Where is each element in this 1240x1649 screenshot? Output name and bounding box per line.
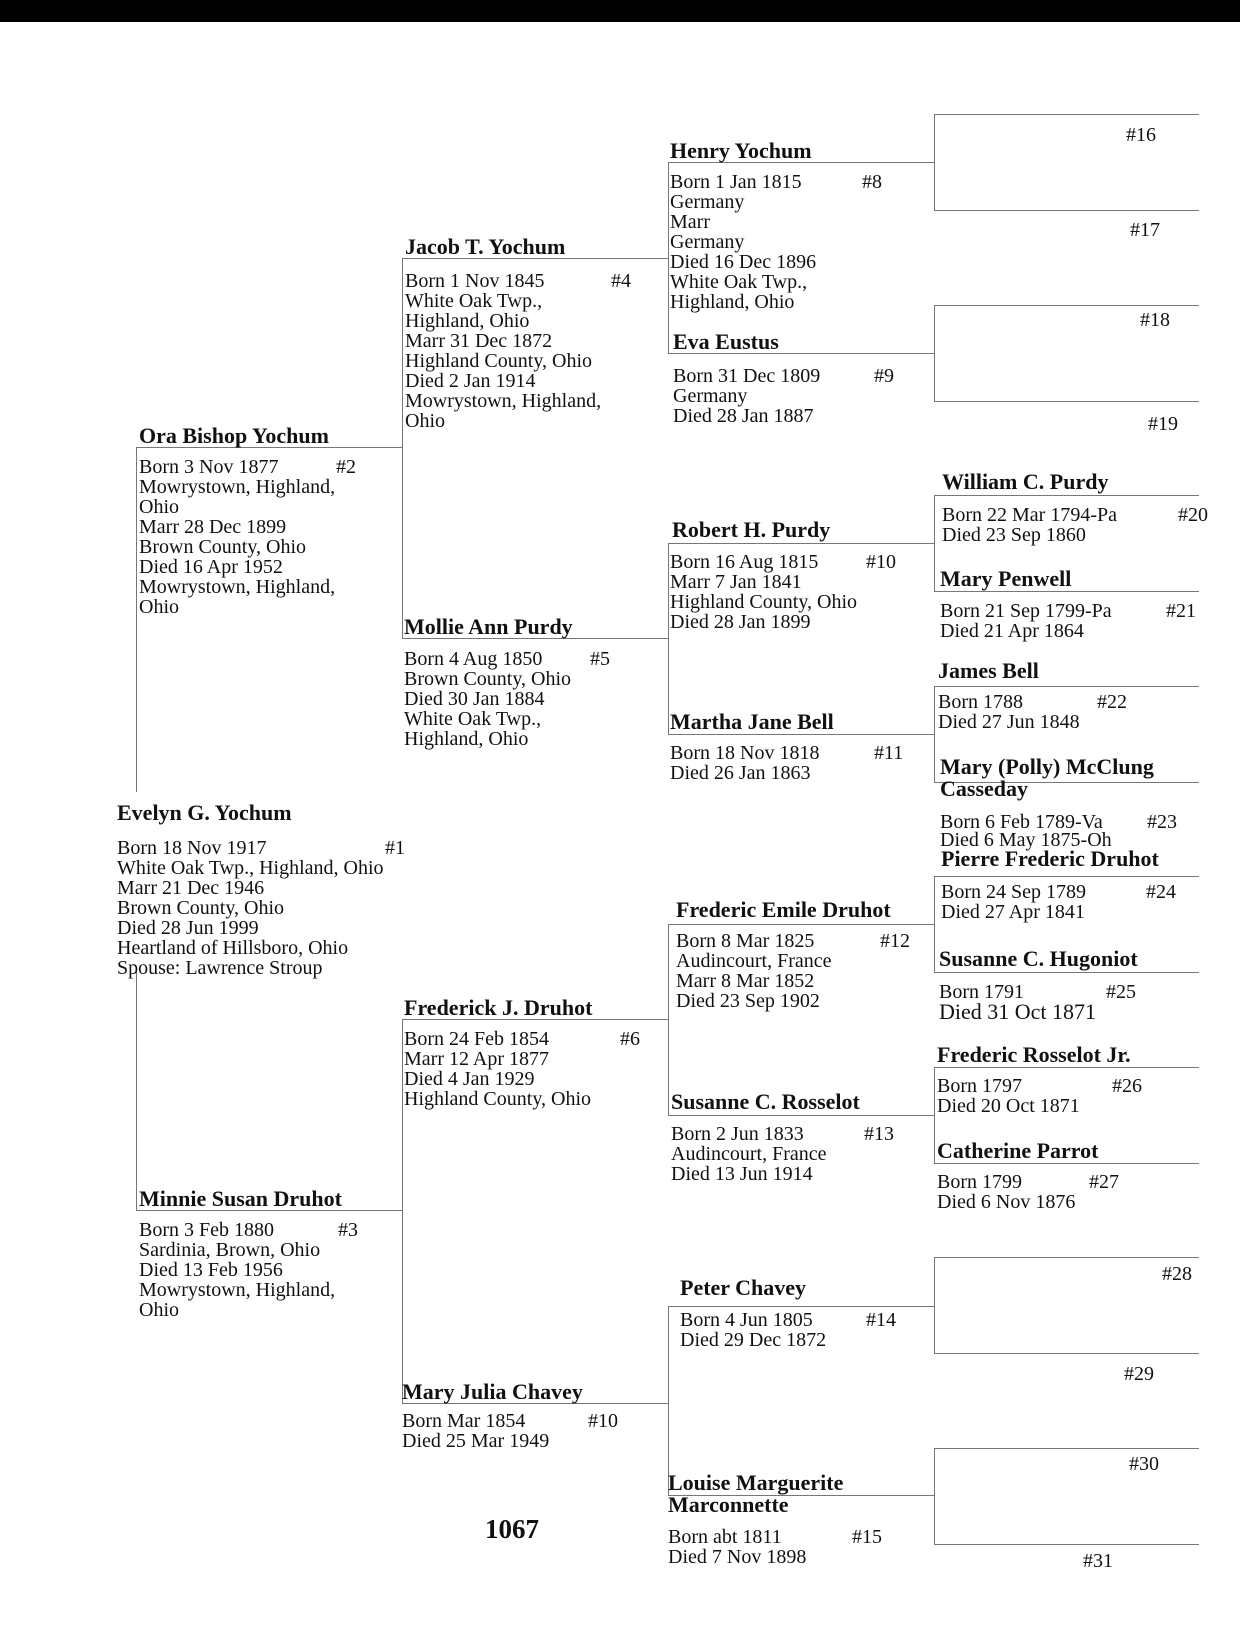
name-underline: [934, 1544, 1199, 1545]
name-underline: [668, 734, 934, 735]
person-details: [676, 931, 832, 1011]
person-details: [937, 1076, 1080, 1116]
person-name: Frederic Emile Druhot: [676, 897, 891, 922]
detail-line: Born 21 Sep 1799-Pa: [940, 600, 1112, 622]
detail-line: Died 28 Jun 1999: [117, 917, 259, 939]
detail-line: Germany: [673, 385, 748, 407]
detail-line: Born 4 Jun 1805: [680, 1309, 813, 1331]
person-details: [404, 1029, 591, 1109]
name-underline: [934, 876, 1199, 877]
detail-line: Born 18 Nov 1818: [670, 742, 820, 764]
person-details: [404, 649, 571, 749]
ahnentafel-number: #19: [1148, 413, 1178, 435]
detail-line: Highland County, Ohio: [670, 591, 858, 613]
detail-line: Born 1797: [937, 1075, 1022, 1097]
person-name: Mary (Polly) McClung: [940, 754, 1154, 779]
detail-line: Born 1 Nov 1845: [405, 270, 545, 292]
detail-line: Died 16 Apr 1952: [139, 556, 283, 578]
detail-line: Born 8 Mar 1825: [676, 930, 815, 952]
person-name: Mary Penwell: [940, 566, 1072, 591]
connector-line: [668, 543, 669, 734]
detail-line: Brown County, Ohio: [404, 668, 572, 690]
connector-line: [934, 305, 935, 401]
ahnentafel-number: #16: [1126, 124, 1156, 146]
detail-line: Died 31 Oct 1871: [939, 999, 1097, 1024]
ahnentafel-number: #2: [336, 456, 356, 478]
detail-line: Audincourt, France: [676, 950, 832, 972]
person-name: Evelyn G. Yochum: [117, 800, 292, 825]
ahnentafel-number: #9: [874, 365, 894, 387]
name-underline: [668, 1115, 934, 1116]
detail-line: Highland County, Ohio: [404, 1088, 592, 1110]
connector-line: [402, 1019, 403, 1403]
detail-line: Born 6 Feb 1789-Va: [940, 811, 1103, 833]
ahnentafel-number: #11: [874, 742, 904, 764]
connector-line: [934, 686, 935, 782]
connector-line: [934, 876, 935, 972]
detail-line: Marr 7 Jan 1841: [670, 571, 802, 593]
name-underline: [668, 543, 934, 544]
person-name: Susanne C. Hugoniot: [939, 946, 1138, 971]
ahnentafel-number: #23: [1147, 811, 1177, 833]
name-underline: [668, 1306, 934, 1307]
detail-line: Born 22 Mar 1794-Pa: [942, 504, 1117, 526]
name-underline: [934, 305, 1199, 306]
connector-line: [934, 1448, 935, 1544]
page-number: 1067: [485, 1514, 539, 1544]
detail-line: Died 21 Apr 1864: [940, 620, 1084, 642]
ahnentafel-number: #3: [338, 1219, 358, 1241]
detail-line: White Oak Twp.,: [404, 708, 542, 730]
person-details: [139, 457, 335, 617]
detail-line: Marr 12 Apr 1877: [404, 1048, 549, 1070]
detail-line: Died 23 Sep 1902: [676, 990, 820, 1012]
person-details: [940, 601, 1112, 641]
detail-line: Born 24 Feb 1854: [404, 1028, 549, 1050]
name-underline: [934, 686, 1199, 687]
detail-line: Died 13 Jun 1914: [671, 1163, 813, 1185]
person-name: Susanne C. Rosselot: [671, 1089, 860, 1114]
detail-line: Highland County, Ohio: [405, 350, 593, 372]
detail-line: Died 25 Mar 1949: [402, 1430, 550, 1452]
ahnentafel-number: #31: [1083, 1550, 1113, 1572]
detail-line: Ohio: [139, 596, 179, 618]
ahnentafel-number: #5: [590, 648, 610, 670]
name-underline: [934, 1353, 1199, 1354]
ahnentafel-number: #10: [588, 1410, 618, 1432]
detail-line: Marr 8 Mar 1852: [676, 970, 815, 992]
detail-line: Died 6 May 1875-Oh: [940, 829, 1112, 851]
name-underline: [668, 924, 934, 925]
top-border-bar: [0, 0, 1240, 22]
connector-line: [136, 970, 137, 1210]
detail-line: Germany: [670, 231, 745, 253]
person-name: Louise Marguerite: [668, 1470, 844, 1495]
person-details: [670, 172, 816, 312]
detail-line: Died 16 Dec 1896: [670, 251, 817, 273]
person-name: Frederick J. Druhot: [404, 995, 593, 1020]
ahnentafel-number: #21: [1166, 600, 1196, 622]
person-name: Peter Chavey: [680, 1275, 807, 1300]
detail-line: Marr 28 Dec 1899: [139, 516, 287, 538]
detail-line: Born 1 Jan 1815: [670, 171, 802, 193]
detail-line: Mowrystown, Highland,: [405, 390, 602, 412]
detail-line: Highland, Ohio: [670, 291, 795, 313]
connector-line: [668, 162, 669, 353]
person-details: [942, 505, 1117, 545]
person-name: James Bell: [938, 658, 1039, 683]
person-details: [402, 1411, 549, 1451]
person-details: [938, 692, 1080, 732]
detail-line: Ohio: [139, 496, 179, 518]
detail-line: Died 29 Dec 1872: [680, 1329, 827, 1351]
ahnentafel-number: #24: [1146, 881, 1176, 903]
detail-line: Died 23 Sep 1860: [942, 524, 1086, 546]
detail-line: Ohio: [405, 410, 445, 432]
detail-line: Born 16 Aug 1815: [670, 551, 819, 573]
detail-line: Marr 21 Dec 1946: [117, 877, 265, 899]
detail-line: Born 2 Jun 1833: [671, 1123, 804, 1145]
detail-line: Died 6 Nov 1876: [937, 1191, 1076, 1213]
name-underline: [934, 210, 1199, 211]
detail-line: Mowrystown, Highland,: [139, 576, 336, 598]
detail-line: Died 30 Jan 1884: [404, 688, 545, 710]
ahnentafel-number: #17: [1130, 219, 1160, 241]
person-name: Ora Bishop Yochum: [139, 423, 329, 448]
person-name: Henry Yochum: [670, 138, 812, 163]
person-name: Mollie Ann Purdy: [404, 614, 573, 639]
detail-line: Died 7 Nov 1898: [668, 1546, 807, 1568]
ahnentafel-number: #6: [620, 1028, 640, 1050]
detail-line: Marr 31 Dec 1872: [405, 330, 553, 352]
detail-line: Born 24 Sep 1789: [941, 881, 1086, 903]
ahnentafel-number: #15: [852, 1526, 882, 1548]
ahnentafel-number: #8: [862, 171, 882, 193]
detail-line: Brown County, Ohio: [117, 897, 285, 919]
detail-line: Marr: [670, 211, 710, 233]
ahnentafel-number: #1: [385, 837, 405, 859]
detail-line: White Oak Twp., Highland, Ohio: [117, 857, 384, 879]
ahnentafel-number: #12: [880, 930, 910, 952]
ahnentafel-number: #25: [1106, 981, 1136, 1003]
detail-line: Highland, Ohio: [405, 310, 530, 332]
detail-line: Died 4 Jan 1929: [404, 1068, 535, 1090]
name-underline: [934, 972, 1199, 973]
person-details: [939, 982, 1096, 1022]
ahnentafel-number: #30: [1129, 1453, 1159, 1475]
ahnentafel-number: #20: [1178, 504, 1208, 526]
detail-line: Born 18 Nov 1917: [117, 837, 267, 859]
person-details: [670, 552, 857, 632]
detail-line: White Oak Twp.,: [670, 271, 808, 293]
detail-line: Born 3 Feb 1880: [139, 1219, 274, 1241]
person-details: [671, 1124, 827, 1184]
person-name: Frederic Rosselot Jr.: [937, 1042, 1131, 1067]
detail-line: Born 1788: [938, 691, 1023, 713]
person-name: Minnie Susan Druhot: [139, 1186, 342, 1211]
ahnentafel-number: #28: [1162, 1263, 1192, 1285]
detail-line: Audincourt, France: [671, 1143, 827, 1165]
detail-line: Died 26 Jan 1863: [670, 762, 811, 784]
ahnentafel-number: #18: [1140, 309, 1170, 331]
ahnentafel-number: #22: [1097, 691, 1127, 713]
ahnentafel-number: #4: [611, 270, 631, 292]
detail-line: Highland, Ohio: [404, 728, 529, 750]
detail-line: White Oak Twp.,: [405, 290, 543, 312]
person-name: Robert H. Purdy: [672, 517, 831, 542]
name-underline: [934, 1448, 1199, 1449]
detail-line: Born 1791: [939, 981, 1024, 1003]
detail-line: Heartland of Hillsboro, Ohio: [117, 937, 349, 959]
detail-line: Died 20 Oct 1871: [937, 1095, 1080, 1117]
connector-line: [934, 495, 935, 591]
person-name-continued: Marconnette: [668, 1492, 789, 1517]
connector-line: [934, 1257, 935, 1353]
name-underline: [934, 1257, 1199, 1258]
person-details: [139, 1220, 335, 1320]
ahnentafel-number: #29: [1124, 1363, 1154, 1385]
detail-line: Mowrystown, Highland,: [139, 1279, 336, 1301]
detail-line: Born 4 Aug 1850: [404, 648, 543, 670]
connector-line: [402, 258, 403, 638]
person-name: Eva Eustus: [673, 329, 779, 354]
detail-line: Spouse: Lawrence Stroup: [117, 957, 323, 979]
person-name: Catherine Parrot: [937, 1138, 1099, 1163]
detail-line: Born 31 Dec 1809: [673, 365, 821, 387]
ahnentafel-number: #13: [864, 1123, 894, 1145]
detail-line: Died 13 Feb 1956: [139, 1259, 283, 1281]
person-name-continued: Casseday: [940, 776, 1029, 801]
detail-line: Brown County, Ohio: [139, 536, 307, 558]
detail-line: Died 28 Jan 1899: [670, 611, 811, 633]
name-underline: [934, 401, 1199, 402]
detail-line: Mowrystown, Highland,: [139, 476, 336, 498]
detail-line: Ohio: [139, 1299, 179, 1321]
person-details: [940, 811, 1112, 851]
ahnentafel-number: #14: [866, 1309, 896, 1331]
person-details: [937, 1172, 1075, 1212]
connector-line: [934, 114, 935, 210]
person-details: [117, 838, 384, 978]
detail-line: Sardinia, Brown, Ohio: [139, 1239, 321, 1261]
name-underline: [934, 495, 1199, 496]
detail-line: Died 28 Jan 1887: [673, 405, 814, 427]
person-name: Mary Julia Chavey: [402, 1379, 583, 1404]
name-underline: [934, 114, 1199, 115]
ahnentafel-number: #26: [1112, 1075, 1142, 1097]
name-underline: [934, 1163, 1199, 1164]
detail-line: Born 1799: [937, 1171, 1022, 1193]
person-details: [673, 366, 820, 426]
ahnentafel-number: #27: [1089, 1171, 1119, 1193]
detail-line: Died 27 Jun 1848: [938, 711, 1080, 733]
connector-line: [668, 1306, 669, 1495]
detail-line: Died 27 Apr 1841: [941, 901, 1085, 923]
name-underline: [934, 591, 1199, 592]
person-name: Jacob T. Yochum: [405, 234, 566, 259]
name-underline: [934, 1067, 1199, 1068]
detail-line: Died 2 Jan 1914: [405, 370, 536, 392]
person-name: Martha Jane Bell: [670, 709, 834, 734]
person-details: [670, 743, 819, 783]
connector-line: [934, 1067, 935, 1163]
ahnentafel-number: #10: [866, 551, 896, 573]
person-name: William C. Purdy: [942, 469, 1109, 494]
person-name: Pierre Frederic Druhot: [941, 846, 1159, 871]
person-details: [405, 271, 601, 431]
detail-line: Germany: [670, 191, 745, 213]
connector-line: [136, 447, 137, 792]
person-details: [668, 1527, 806, 1567]
detail-line: Born Mar 1854: [402, 1410, 526, 1432]
person-details: [680, 1310, 826, 1350]
detail-line: Born abt 1811: [668, 1526, 782, 1548]
detail-line: Born 3 Nov 1877: [139, 456, 279, 478]
connector-line: [668, 924, 669, 1115]
person-details: [941, 882, 1086, 922]
